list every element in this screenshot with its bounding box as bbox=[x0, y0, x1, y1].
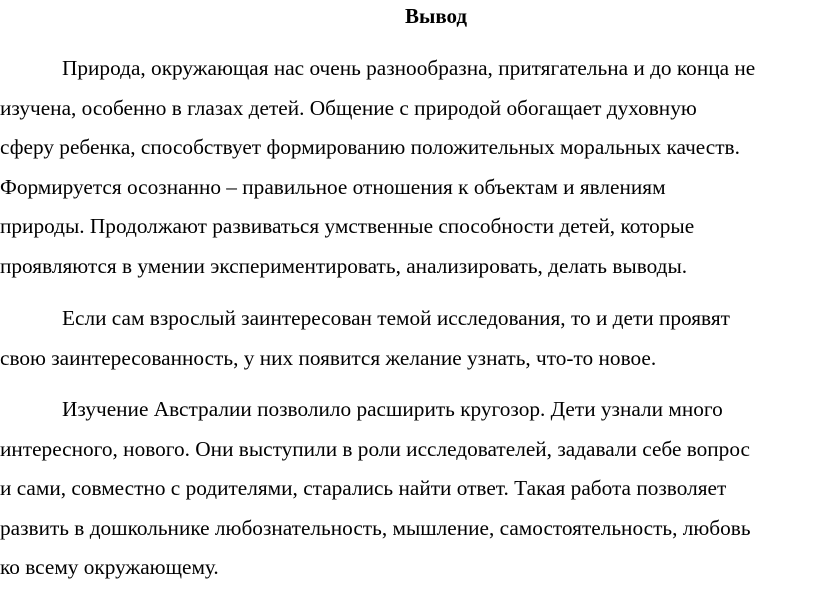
paragraph-line: свою заинтересованность, у них появится желание узнать, что-то новое. bbox=[0, 345, 657, 370]
paragraph-line: Природа, окружающая нас очень разнообразна, притягательна и до конца не bbox=[62, 56, 756, 80]
paragraph-line: сферу ребенка, способствует формированию положительных моральных качеств. bbox=[0, 135, 740, 160]
paragraph-line: и сами, совместно с родителями, старались найти ответ. Такая работа позволяет bbox=[0, 476, 727, 501]
paragraph-1 bbox=[0, 49, 755, 287]
paragraph-3 bbox=[0, 390, 751, 588]
paragraph-line: Изучение Австралии позволило расширить кругозор. Дети узнали много bbox=[62, 397, 723, 421]
paragraph-line: изучена, особенно в глазах детей. Общение с природой обогащает духовную bbox=[0, 95, 697, 120]
paragraph-line: Если сам взрослый заинтересован темой исследования, то и дети проявят bbox=[62, 306, 730, 330]
paragraph-line: проявляются в умении экспериментировать, анализировать, делать выводы. bbox=[0, 253, 688, 278]
paragraph-line: ко всему окружающему. bbox=[0, 555, 219, 580]
paragraph-2 bbox=[0, 299, 730, 378]
paragraph-line: интересного, нового. Они выступили в роли исследователей, задавали себе вопрос bbox=[0, 436, 750, 461]
paragraph-line: Формируется осознанно – правильное отношения к объектам и явлениям bbox=[0, 174, 666, 199]
paragraph-line: развить в дошкольнике любознательность, мышление, самостоятельность, любовь bbox=[0, 515, 751, 540]
document-title: Вывод bbox=[404, 4, 468, 28]
paragraph-line: природы. Продолжают развиваться умственные способности детей, которые bbox=[0, 214, 695, 239]
